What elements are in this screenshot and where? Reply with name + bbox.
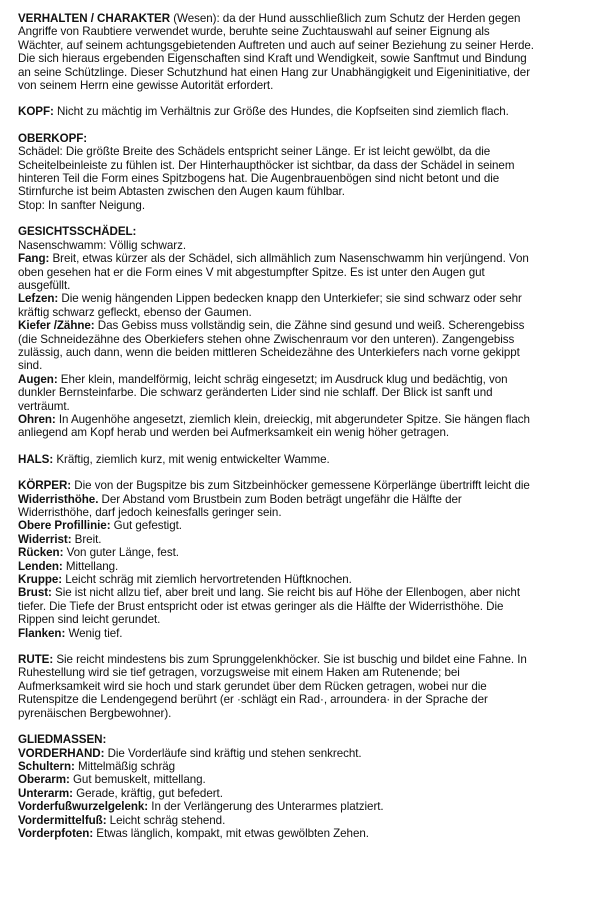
widerristhoehe-label: Widerristhöhe. (18, 492, 99, 506)
rute-label: RUTE: (18, 653, 54, 667)
koerper-text-2: Der Abstand vom Brustbein zum Boden beträgt ungefähr die Hälfte der (98, 492, 462, 506)
fang-label: Fang: (18, 252, 50, 266)
augen-text: Eher klein, mandelförmig, leicht schräg eingesetzt; im Ausdruck klug und bedächtig, von (57, 372, 508, 386)
widerrist-line (18, 533, 586, 546)
lefzen-line-2: kräftig schwarz gefleckt, ebenso der Gaumen. (18, 305, 252, 319)
ruecken-text: Von guter Länge, fest. (63, 546, 179, 560)
kiefer-label: Kiefer /Zähne: (18, 319, 95, 333)
oberkopf-line-1: Schädel: Die größte Breite des Schädels entspricht seiner Länge. Er ist leicht gewölbt, da die (18, 145, 491, 159)
vorderhand-label: VORDERHAND: (18, 746, 105, 760)
verhalten-line-3: Wächter, auf seinem achtungsgebietenden Auftreten und auch auf seiner Beziehung zu seiner Herde. (18, 38, 534, 52)
vordermittel-label: Vordermittelfuß: (18, 813, 107, 827)
kruppe-label: Kruppe: (18, 573, 63, 587)
flanken-label: Flanken: (18, 626, 66, 640)
section-rute (18, 653, 586, 720)
kruppe-text: Leicht schräg mit ziemlich hervortretenden Hüftknochen. (62, 573, 352, 587)
oberkopf-line-3: hinteren Teil die Form eines Spitzbogens hat. Die Augenbrauenbögen sind nicht betont und die (18, 172, 500, 186)
section-hals (18, 453, 586, 466)
profil-line (18, 519, 586, 532)
verhalten-line-5: an seine Schützlinge. Dieser Schutzhund hat einen Hang zur Unabhängigkeit und Eigeninitiative, der (18, 65, 531, 79)
augen-line-2: dunkler Bernsteinfarbe. Die schwarz geränderten Lider sind nie schlaff. Der Blick ist sanft und (18, 386, 493, 400)
section-koerper (18, 479, 586, 640)
fang-line-3: ausgefüllt. (18, 278, 71, 292)
schultern-label: Schultern: (18, 759, 75, 773)
fang-text: Breit, etwas kürzer als der Schädel, sich allmählich zum Nasenschwamm hin verjüngend. Von (49, 252, 529, 266)
profil-label: Obere Profillinie: (18, 519, 111, 533)
vorderpfoten-text: Etwas länglich, kompakt, mit etwas gewölbten Zehen. (93, 826, 369, 840)
section-oberkopf (18, 132, 586, 212)
ruecken-line (18, 546, 586, 559)
widerrist-text: Breit. (71, 532, 102, 546)
kiefer-line-4: sind. (18, 359, 43, 373)
brust-line-1 (18, 586, 586, 599)
fang-line-1 (18, 252, 586, 265)
schultern-line (18, 760, 586, 773)
ohren-line-1 (18, 413, 586, 426)
lefzen-text: Die wenig hängenden Lippen bedecken knapp den Unterkiefer; sie sind schwarz oder sehr (58, 292, 522, 306)
augen-line-3: verträumt. (18, 399, 70, 413)
vordermittel-line (18, 814, 586, 827)
hals-text: Kräftig, ziemlich kurz, mit wenig entwickelter Wamme. (53, 452, 330, 466)
lefzen-label: Lefzen: (18, 292, 59, 306)
lenden-text: Mittellang. (62, 559, 119, 573)
ohren-text: In Augenhöhe angesetzt, ziemlich klein, dreieckig, mit abgerundeter Spitze. Sie hängen flach (55, 412, 530, 426)
gesichtsschaedel-heading: GESICHTSSCHÄDEL: (18, 225, 137, 239)
koerper-line-1 (18, 479, 586, 492)
verhalten-line-6: von seinem Herrn eine gewisse Autorität erfordert. (18, 79, 274, 93)
verhalten-line-4: Die sich hieraus ergebenden Eigenschaften sind Kraft und Wendigkeit, sowie Sanftmut und Bindung (18, 52, 527, 66)
oberkopf-line-4: Stirnfurche ist beim Abtasten zwischen den Augen kaum fühlbar. (18, 185, 345, 199)
section-verhalten (18, 12, 586, 92)
lefzen-line-1 (18, 292, 586, 305)
unterarm-label: Unterarm: (18, 786, 73, 800)
kruppe-line (18, 573, 586, 586)
rute-line-4: Rutenspitze die Lendengegend berührt (er ·schlägt ein Rad·, arroundera· in der Sprache der (18, 693, 488, 707)
rute-line-2: Ruhestellung wird sie tief getragen, vorzugsweise mit einem Haken am Rutenende; bei (18, 666, 460, 680)
ruecken-label: Rücken: (18, 546, 64, 560)
unterarm-text: Gerade, kräftig, gut befedert. (72, 786, 223, 800)
brust-line-2: tiefer. Die Tiefe der Brust entspricht oder ist etwas geringer als die Hälfte der Widerristhöhe. Die (18, 599, 504, 613)
widerrist-label: Widerrist: (18, 532, 72, 546)
kopf-line (18, 105, 586, 118)
lenden-line (18, 560, 586, 573)
augen-label: Augen: (18, 372, 58, 386)
fang-line-2: oben gesehen hat er die Form eines V mit abgestumpfter Spitze. Es ist unter den Augen gut (18, 265, 485, 279)
profil-text: Gut gefestigt. (110, 519, 182, 533)
nasenschwamm-line: Nasenschwamm: Völlig schwarz. (18, 238, 187, 252)
ohren-line-2: anliegend am Kopf herab und werden bei Aufmerksamkeit ein wenig höher getragen. (18, 426, 450, 440)
section-gliedmassen (18, 733, 586, 840)
oberarm-line (18, 773, 586, 786)
schultern-text: Mittelmäßig schräg (74, 759, 176, 773)
unterarm-line (18, 787, 586, 800)
koerper-label: KÖRPER: (18, 479, 72, 493)
kopf-label: KOPF: (18, 105, 54, 119)
hals-line (18, 453, 586, 466)
vorderpfoten-label: Vorderpfoten: (18, 826, 94, 840)
brust-text: Sie ist nicht allzu tief, aber breit und lang. Sie reicht bis auf Höhe der Ellenbogen, aber nicht (51, 586, 520, 600)
verhalten-label: VERHALTEN / CHARAKTER (18, 12, 171, 25)
kiefer-line-2: (die Schneidezähne des Oberkiefers stehen ohne Zwischenraum vor den unteren). Zangengebiss (18, 332, 515, 346)
oberkopf-line-5: Stop: In sanfter Neigung. (18, 198, 146, 212)
oberarm-label: Oberarm: (18, 773, 70, 787)
kiefer-text: Das Gebiss muss vollständig sein, die Zähne sind gesund und weiß. Scherengebiss (94, 319, 525, 333)
vorderfuss-line (18, 800, 586, 813)
koerper-text-1: Die von der Bugspitze bis zum Sitzbeinhöcker gemessene Körperlänge übertrifft leicht die (71, 479, 530, 493)
rute-line-5: pyrenäischen Bergbewohner). (18, 706, 172, 720)
rute-line-1 (18, 653, 586, 666)
kiefer-line-3: zulässig, auch dann, wenn die beiden mittleren Scheidezähne des Unterkiefers nach vorne gekippt (18, 345, 520, 359)
koerper-line-2 (18, 493, 586, 506)
brust-line-3: Rippen sind leicht gerundet. (18, 613, 161, 627)
koerper-line-3: Widerristhöhe, darf jedoch keinesfalls geringer sein. (18, 506, 282, 519)
lenden-label: Lenden: (18, 559, 63, 573)
vorderhand-text: Die Vorderläufe sind kräftig und stehen senkrecht. (104, 746, 362, 760)
augen-line-1 (18, 373, 586, 386)
flanken-line (18, 627, 586, 640)
verhalten-text: (Wesen): da der Hund ausschließlich zum Schutz der Herden gegen (170, 12, 521, 25)
oberkopf-line-2: Scheitelbeinleiste zu fühlen ist. Der Hinterhaupthöcker ist sichtbar, da dass der Schädel in seinem (18, 158, 515, 172)
hals-label: HALS: (18, 452, 54, 466)
vorderfuss-label: Vorderfußwurzelgelenk: (18, 800, 149, 814)
brust-label: Brust: (18, 586, 52, 600)
verhalten-line-2: Angriffe von Raubtiere verwendet wurde, beruhte seine Zuchtauswahl auf seiner Eignung als (18, 25, 490, 39)
gliedmassen-heading: GLIEDMASSEN: (18, 733, 107, 747)
vorderhand-line (18, 747, 586, 760)
section-gesichtsschaedel (18, 225, 586, 440)
kopf-text: Nicht zu mächtig im Verhältnis zur Größe des Hundes, die Kopfseiten sind ziemlich flach. (53, 105, 509, 119)
oberarm-text: Gut bemuskelt, mittellang. (69, 773, 206, 787)
rute-line-3: Aufmerksamkeit wird sie hoch und stark gerundet über dem Rücken getragen, wobei nur die (18, 679, 487, 693)
ohren-label: Ohren: (18, 412, 56, 426)
flanken-text: Wenig tief. (65, 626, 123, 640)
kiefer-line-1 (18, 319, 586, 332)
oberkopf-heading: OBERKOPF: (18, 131, 88, 145)
verhalten-line-1 (18, 12, 586, 25)
document-page (18, 12, 586, 853)
vorderpfoten-line (18, 827, 586, 840)
rute-text: Sie reicht mindestens bis zum Sprunggelenkhöcker. Sie ist buschig und bildet eine Fahne. In (53, 653, 527, 667)
vordermittel-text: Leicht schräg stehend. (106, 813, 226, 827)
section-kopf (18, 105, 586, 118)
vorderfuss-text: In der Verlängerung des Unterarmes platziert. (148, 800, 384, 814)
